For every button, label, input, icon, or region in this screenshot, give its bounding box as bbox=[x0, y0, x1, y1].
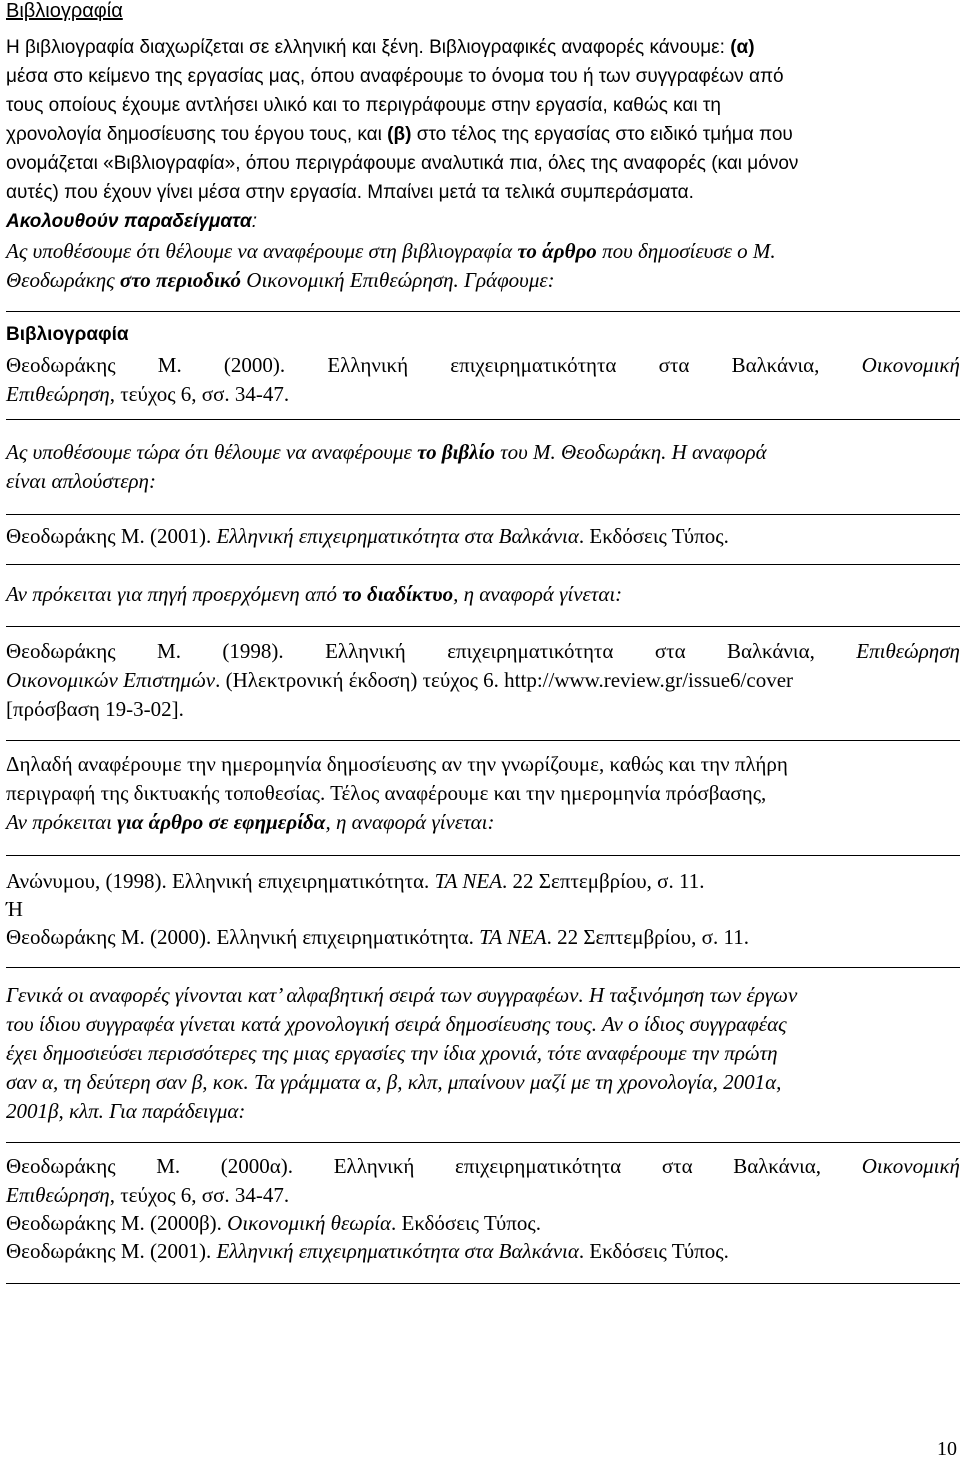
ref-text: . (Ηλεκτρονική έκδοση) τεύχος 6. http://www.review.gr/issue6/cover bbox=[215, 668, 794, 692]
ex2-text: Ας υποθέσουμε τώρα ότι θέλουμε να αναφέρουμε bbox=[6, 440, 418, 464]
intro-marker-a: (α) bbox=[730, 37, 755, 58]
intro-line-1 bbox=[6, 37, 755, 59]
examples-colon: : bbox=[251, 211, 257, 232]
ex1-line-2 bbox=[6, 268, 555, 293]
ref-word: επιχειρηματικότητα bbox=[447, 639, 614, 663]
ex4-reference-2 bbox=[6, 925, 749, 950]
ref-word: Θεοδωράκης bbox=[6, 639, 116, 663]
ref-word: επιχειρηματικότητα bbox=[450, 353, 617, 377]
intro-line-5: ονομάζεται «Βιβλιογραφία», όπου περιγράφουμε αναλυτικά πια, όλες της αναφορές (και μόνον bbox=[6, 153, 799, 174]
ref-word: Οικονομική bbox=[861, 1154, 960, 1178]
ex5-reference-1-line-2 bbox=[6, 1183, 289, 1208]
ex3-reference-line-1 bbox=[6, 639, 960, 664]
ex1-line-1 bbox=[6, 239, 776, 264]
examples-heading-text: Ακολουθούν παραδείγματα bbox=[6, 211, 252, 232]
ref-journal: Οικονομικών Επιστημών bbox=[6, 668, 216, 692]
examples-heading bbox=[6, 211, 257, 233]
ex4-text: Αν πρόκειται bbox=[6, 810, 118, 834]
ref-word: Μ. bbox=[157, 353, 182, 377]
ref-word: Θεοδωράκης bbox=[6, 1154, 116, 1178]
ref-word: (1998). bbox=[222, 639, 284, 663]
ex3-text: Αν πρόκειται για πηγή προερχόμενη από bbox=[6, 582, 343, 606]
ex4-line-3 bbox=[6, 810, 495, 835]
intro-line-6: αυτές) που έχουν γίνει μέσα στην εργασία. Μπαίνει μετά τα τελικά συμπεράσματα. bbox=[6, 182, 694, 203]
ex5-reference-2 bbox=[6, 1211, 541, 1236]
ref-title: Οικονομική θεωρία bbox=[227, 1211, 392, 1235]
ex4-reference-1 bbox=[6, 869, 704, 894]
ex5-line-3: έχει δημοσιεύσει περισσότερες της μιας εργασίες την ίδια χρονιά, τότε αναφέρουμε την πρώτη bbox=[6, 1041, 778, 1065]
ex2-line-2: είναι απλούστερη: bbox=[6, 469, 156, 493]
ex4-line-1: Δηλαδή αναφέρουμε την ημερομηνία δημοσίευσης αν την γνωρίζουμε, καθώς και την πλήρη bbox=[6, 752, 788, 776]
ref-word: Οικονομική bbox=[861, 353, 960, 377]
ex1-text: Θεοδωράκης bbox=[6, 268, 120, 292]
ref-word: Θεοδωράκης bbox=[6, 353, 116, 377]
ex4-emphasis: για άρθρο σε εφημερίδα bbox=[117, 810, 326, 834]
ref-journal: Επιθεώρηση bbox=[6, 1183, 110, 1207]
ref-text: Θεοδωράκης Μ. (2000). Ελληνική επιχειρηματικότητα. bbox=[6, 925, 480, 949]
ref-word: Βαλκάνια, bbox=[727, 639, 815, 663]
intro-text: χρονολογία δημοσίευσης του έργου τους, και bbox=[6, 124, 388, 145]
ref-text: Θεοδωράκης Μ. (2001). bbox=[6, 524, 217, 548]
ex3-reference-line-3: [πρόσβαση 19-3-02]. bbox=[6, 697, 184, 721]
ex5-reference-1-line-1 bbox=[6, 1154, 960, 1179]
ref-word: επιχειρηματικότητα bbox=[455, 1154, 622, 1178]
ref-newspaper: ΤΑ ΝΕΑ bbox=[479, 925, 547, 949]
ex1-text: Οικονομική Επιθεώρηση. Γράφουμε: bbox=[241, 268, 555, 292]
ref-text: . 22 Σεπτεμβρίου, σ. 11. bbox=[502, 869, 705, 893]
page-title: Βιβλιογραφία bbox=[6, 0, 123, 22]
ex1-text: Ας υποθέσουμε ότι θέλουμε να αναφέρουμε στη βιβλιογραφία bbox=[6, 239, 518, 263]
ex3-reference-line-2 bbox=[6, 668, 793, 693]
divider-rule bbox=[6, 1283, 960, 1284]
ref-text: Ανώνυμου, (1998). Ελληνική επιχειρηματικότητα. bbox=[6, 869, 435, 893]
ref-word: (2000α). bbox=[220, 1154, 294, 1178]
ref-text: , τεύχος 6, σσ. 34-47. bbox=[109, 382, 290, 406]
ex5-line-5: 2001β, κλπ. Για παράδειγμα: bbox=[6, 1099, 246, 1123]
ex4-line-2: περιγραφή της δικτυακής τοποθεσίας. Τέλος αναφέρουμε και την ημερομηνία πρόσβασης, bbox=[6, 781, 767, 805]
ref-word: Μ. bbox=[156, 1154, 181, 1178]
ref-word: στα bbox=[658, 353, 690, 377]
ex3-text: , η αναφορά γίνεται: bbox=[453, 582, 623, 606]
ref-text: Θεοδωράκης Μ. (2001). bbox=[6, 1239, 217, 1263]
ref-text: . Εκδόσεις Τύπος. bbox=[578, 524, 729, 548]
ref-text: . 22 Σεπτεμβρίου, σ. 11. bbox=[546, 925, 749, 949]
divider-rule bbox=[6, 311, 960, 312]
ref-word: Ελληνική bbox=[325, 639, 406, 663]
ex4-or: Ή bbox=[6, 897, 23, 921]
intro-line-3: τους οποίους έχουμε αντλήσει υλικό και το περιγράφουμε στην εργασία, καθώς και τη bbox=[6, 95, 721, 116]
ref-text: Θεοδωράκης Μ. (2000β). bbox=[6, 1211, 228, 1235]
divider-rule bbox=[6, 967, 960, 968]
intro-line-4 bbox=[6, 124, 793, 146]
ex5-line-1 bbox=[6, 983, 797, 1008]
ex4-text: , η αναφορά γίνεται: bbox=[325, 810, 495, 834]
page-number: 10 bbox=[937, 1438, 957, 1460]
bibliography-heading: Βιβλιογραφία bbox=[6, 324, 129, 345]
divider-rule bbox=[6, 1142, 960, 1143]
divider-rule bbox=[6, 564, 960, 565]
ref-title: Ελληνική επιχειρηματικότητα στα Βαλκάνια bbox=[216, 524, 579, 548]
ex5-line-2: του ίδιου συγγραφέα γίνεται κατά χρονολογική σειρά δημοσίευσης τους. Αν ο ίδιος συγγραφέας bbox=[6, 1012, 787, 1036]
ref-word: Μ. bbox=[157, 639, 181, 663]
divider-rule bbox=[6, 626, 960, 627]
divider-rule bbox=[6, 419, 960, 420]
divider-rule bbox=[6, 855, 960, 856]
ref-word: Επιθεώρηση bbox=[856, 639, 960, 663]
ex2-reference bbox=[6, 524, 729, 549]
ref-word: Ελληνική bbox=[327, 353, 409, 377]
ex5-text: Γενικά οι αναφορές γίνονται κατ’ αλφαβητική σειρά των συγγραφέων. bbox=[6, 983, 589, 1007]
ex1-reference-line-2 bbox=[6, 382, 289, 407]
ex3-line-1 bbox=[6, 582, 622, 607]
ex5-reference-3 bbox=[6, 1239, 729, 1264]
ex1-reference-line-1 bbox=[6, 353, 960, 378]
ref-word: στα bbox=[661, 1154, 693, 1178]
ex1-emphasis: το άρθρο bbox=[517, 239, 597, 263]
ex2-text: του Μ. Θεοδωράκη. Η αναφορά bbox=[494, 440, 767, 464]
ref-word: Βαλκάνια, bbox=[731, 353, 820, 377]
ref-newspaper: ΤΑ ΝΕΑ bbox=[434, 869, 503, 893]
ref-title: Ελληνική επιχειρηματικότητα στα Βαλκάνια bbox=[216, 1239, 579, 1263]
ex5-line-4: σαν α, τη δεύτερη σαν β, κοκ. Τα γράμματα α, β, κλπ, μπαίνουν μαζί με τη χρονολογία, 2001α, bbox=[6, 1070, 782, 1094]
ref-journal: Επιθεώρηση bbox=[6, 382, 110, 406]
ex1-text: που δημοσίευσε ο Μ. bbox=[596, 239, 776, 263]
intro-marker-b: (β) bbox=[387, 124, 412, 145]
divider-rule bbox=[6, 514, 960, 515]
ref-word: Βαλκάνια, bbox=[733, 1154, 822, 1178]
ref-text: . Εκδόσεις Τύπος. bbox=[391, 1211, 541, 1235]
ref-word: στα bbox=[654, 639, 686, 663]
ref-text: . Εκδόσεις Τύπος. bbox=[578, 1239, 729, 1263]
ref-word: Ελληνική bbox=[333, 1154, 415, 1178]
ex2-emphasis: το βιβλίο bbox=[417, 440, 495, 464]
intro-line-2: μέσα στο κείμενο της εργασίας μας, όπου αναφέρουμε το όνομα του ή των συγγραφέων από bbox=[6, 66, 784, 87]
ex5-text: Η ταξινόμηση των έργων bbox=[589, 983, 798, 1007]
ref-text: , τεύχος 6, σσ. 34-47. bbox=[109, 1183, 290, 1207]
ex3-emphasis: το διαδίκτυο bbox=[342, 582, 454, 606]
divider-rule bbox=[6, 740, 960, 741]
intro-text: στο τέλος της εργασίας στο ειδικό τμήμα που bbox=[411, 124, 793, 145]
ref-word: (2000). bbox=[223, 353, 286, 377]
ex1-emphasis: στο περιοδικό bbox=[119, 268, 242, 292]
intro-text: Η βιβλιογραφία διαχωρίζεται σε ελληνική και ξένη. Βιβλιογραφικές αναφορές κάνουμε: bbox=[6, 37, 731, 58]
ex2-line-1 bbox=[6, 440, 767, 465]
